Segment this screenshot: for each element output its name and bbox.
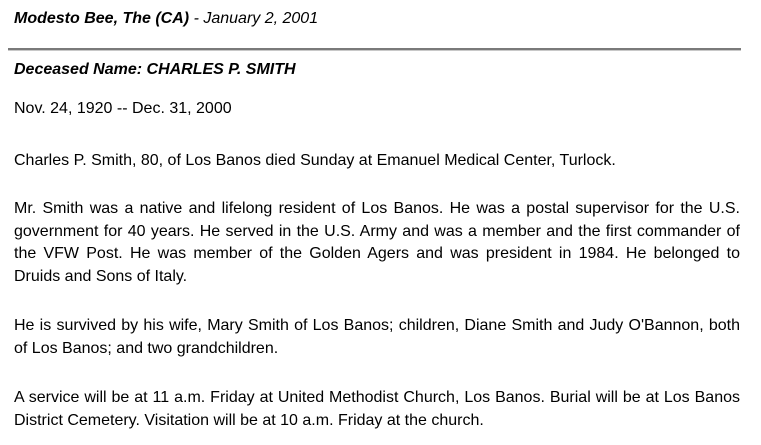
obituary-paragraph-survivors: He is survived by his wife, Mary Smith of Los Banos; children, Diane Smith and Judy O'Bannon, both of Los Banos; and two grandchildren. (14, 317, 740, 357)
obituary-paragraph-death: Charles P. Smith, 80, of Los Banos died Sunday at Emanuel Medical Center, Turlock. (14, 152, 616, 169)
publication-date: January 2, 2001 (203, 10, 319, 27)
life-dates: Nov. 24, 1920 -- Dec. 31, 2000 (14, 100, 232, 117)
publication-source: Modesto Bee, The (CA) (14, 10, 190, 27)
obituary-paragraph-biography: Mr. Smith was a native and lifelong resident of Los Banos. He was a postal supervisor for the U.S. government for 40 years. He served in the U.S. Army and was a member and the first commander of the VFW Post. He was member of the Golden Agers and was president in 1984. He belonged to Druids and Sons of Italy. (14, 200, 740, 285)
publication-header (14, 10, 318, 28)
obituary-paragraph-services: A service will be at 11 a.m. Friday at United Methodist Church, Los Banos. Burial will be at Los Banos District Cemetery. Visitation will be at 10 a.m. Friday at the church. (14, 389, 740, 429)
deceased-name-heading: Deceased Name: CHARLES P. SMITH (14, 61, 296, 78)
header-divider (8, 48, 741, 51)
header-separator: - (189, 10, 204, 27)
